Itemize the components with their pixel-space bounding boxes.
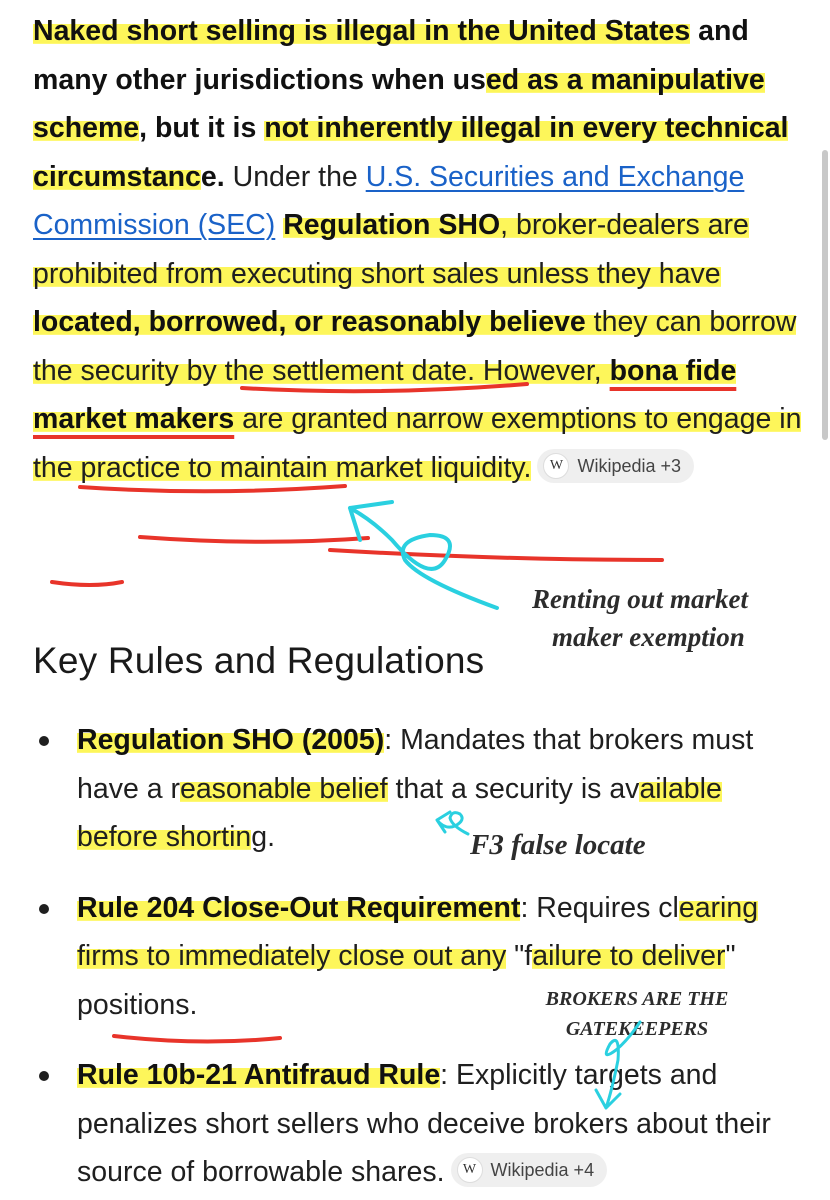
red-underline-liquidity (52, 582, 122, 585)
bullet-icon (39, 904, 49, 914)
annotation-renting-line2: maker exemption (552, 622, 745, 652)
rule-title: Regulation SHO (2005) (77, 724, 385, 756)
intro-bold-jurisdictions: and many other jurisdictions when us (33, 15, 749, 96)
bullet-icon (39, 1071, 49, 1081)
rule-title: Rule 10b-21 Antifraud Rule (77, 1059, 441, 1091)
intro-paragraph (33, 7, 813, 492)
intro-text-prohibited: , broker-dealers are prohibited from executing short sales unless they have (33, 209, 749, 290)
bullet-icon (39, 736, 49, 746)
wikipedia-source-chip[interactable] (537, 449, 694, 483)
cyan-arrow-market-maker (350, 502, 497, 608)
rule-title: Rule 204 Close-Out Requirement (77, 891, 521, 924)
wikipedia-logo-icon: W (457, 1157, 483, 1183)
red-underline-practice (140, 537, 368, 542)
intro-bold-scheme: ed as a manipulative scheme (33, 63, 765, 144)
intro-bold-located: located, borrowed, or reasonably believe (33, 306, 586, 338)
wikipedia-chip-label: Wikipedia +3 (577, 455, 682, 476)
annotation-renting-line1: Renting out market (532, 584, 749, 614)
wikipedia-logo-icon: W (543, 453, 569, 479)
intro-bold-not-inherently: not inherently illegal in every technical circumstanc (33, 112, 789, 193)
scrollbar[interactable] (822, 150, 828, 440)
intro-bold-lead: Naked short selling is illegal in the United States (33, 15, 691, 47)
rule-text-highlight: earing firms to immediately close out any (77, 891, 759, 972)
list-item (0, 1051, 807, 1197)
rule-text: : Requires cl (520, 891, 679, 924)
rule-text: : Mandates that brokers must have a r (77, 724, 754, 805)
wikipedia-chip-label: Wikipedia +4 (490, 1160, 595, 1181)
intro-text-exemptions: are granted narrow exemptions to engage in the practice to maintain market liquidity. (33, 403, 802, 484)
list-item (0, 716, 807, 862)
annotation-brokers (532, 984, 742, 1044)
annotation-brokers-line2: GATEKEEPERS (565, 1018, 709, 1040)
intro-bold-regsho: Regulation SHO (283, 209, 501, 241)
rule-text: : Explicitly targets and penalizes short sellers who deceive brokers about their source of borrowable shares. (77, 1059, 771, 1188)
annotation-renting (532, 580, 748, 656)
intro-bold-market-makers: bona fide market makers (33, 354, 737, 435)
rule-text-highlight: ailable before shortin (77, 772, 722, 853)
rule-text: that a security is av (387, 772, 640, 805)
red-underline-exemption-line (330, 550, 662, 560)
intro-bold-end: e. (200, 160, 225, 193)
intro-bold-but: , but it is (139, 112, 265, 144)
section-heading: Key Rules and Regulations (33, 640, 485, 681)
rule-text-highlight: ailure to deliver (532, 940, 726, 972)
rule-text: g. (251, 821, 276, 853)
annotation-brokers-line1: BROKERS ARE THE (545, 988, 729, 1010)
rule-text-highlight: easonable belief (179, 772, 388, 805)
rules-list (0, 716, 830, 1197)
rule-text: "f (506, 940, 533, 972)
intro-space (275, 209, 283, 241)
intro-text-under: Under the (224, 160, 366, 193)
wikipedia-source-chip[interactable] (451, 1153, 608, 1187)
intro-text-borrow: they can borrow the security by the settlement date. However, (33, 306, 797, 387)
sec-link[interactable]: U.S. Securities and Exchange Commission (SEC) (33, 160, 745, 241)
rule-text: " positions. (77, 940, 736, 1021)
annotation-f3: F3 false locate (470, 829, 646, 861)
